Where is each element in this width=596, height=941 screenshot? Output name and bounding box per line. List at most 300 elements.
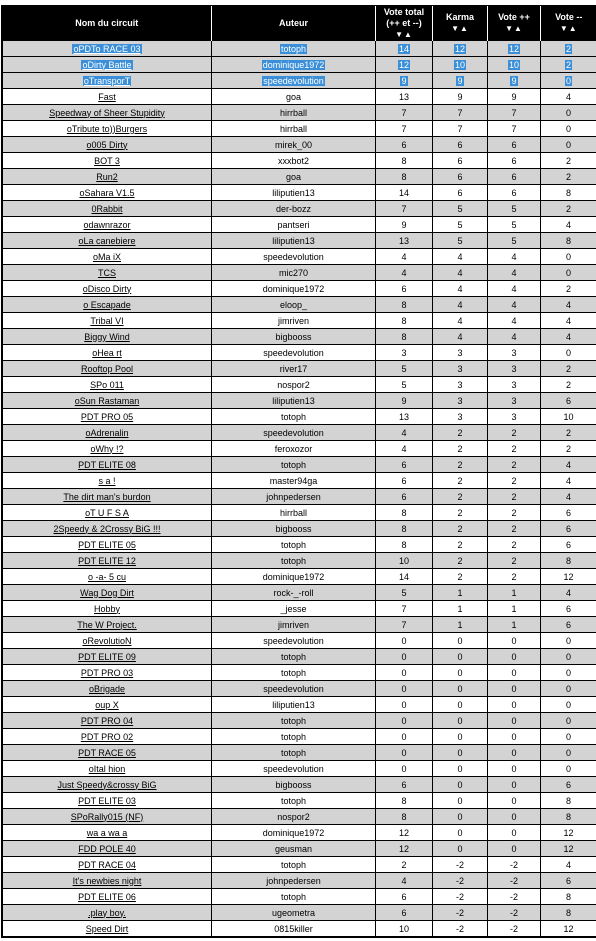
author-cell[interactable] [212, 649, 376, 665]
author-cell[interactable] [212, 569, 376, 585]
circuit-name-text[interactable]: oItal hion [88, 763, 126, 774]
circuit-name-text[interactable]: oTribute to))Burgers [66, 123, 148, 134]
author-text[interactable]: totoph [280, 747, 307, 758]
table-row[interactable] [3, 217, 596, 233]
author-text[interactable]: der-bozz [275, 203, 311, 214]
author-cell[interactable] [212, 153, 376, 169]
table-row[interactable] [3, 185, 596, 201]
circuit-name-cell[interactable] [3, 169, 212, 185]
circuit-name-cell[interactable] [3, 697, 212, 713]
author-cell[interactable] [212, 121, 376, 137]
author-text[interactable]: totoph [280, 859, 307, 870]
circuit-name-text[interactable]: oLa canebiere [78, 235, 136, 246]
circuit-name-text[interactable]: o -a- 5 cu [87, 571, 127, 582]
table-row[interactable] [3, 921, 596, 937]
author-text[interactable]: bigbooss [275, 523, 312, 534]
header-plus[interactable] [488, 6, 541, 41]
circuit-name-text[interactable]: oAdrenalin [85, 427, 129, 438]
author-cell[interactable] [212, 441, 376, 457]
circuit-name-cell[interactable] [3, 217, 212, 233]
circuit-name-text[interactable]: oHea rt [92, 347, 122, 358]
table-row[interactable] [3, 153, 596, 169]
table-row[interactable] [3, 809, 596, 825]
author-cell[interactable] [212, 425, 376, 441]
vote-total-text: 7 [401, 603, 407, 614]
author-text[interactable]: eloop_ [279, 299, 308, 310]
author-text[interactable]: hirrball [279, 507, 307, 518]
circuit-name-cell[interactable] [3, 569, 212, 585]
circuit-name-cell[interactable] [3, 73, 212, 89]
author-cell[interactable] [212, 185, 376, 201]
author-cell[interactable] [212, 473, 376, 489]
circuit-name-cell[interactable] [3, 425, 212, 441]
author-text[interactable]: hirrball [279, 107, 307, 118]
author-text[interactable]: bigbooss [275, 331, 312, 342]
circuit-name-text[interactable]: PDT PRO 03 [80, 667, 134, 678]
table-row[interactable] [3, 297, 596, 313]
circuit-name-cell[interactable] [3, 361, 212, 377]
circuit-name-cell[interactable] [3, 505, 212, 521]
table-row[interactable] [3, 537, 596, 553]
table-row[interactable] [3, 377, 596, 393]
author-text[interactable]: liliputien13 [272, 395, 315, 406]
circuit-name-text[interactable]: FDD POLE 40 [78, 843, 136, 854]
header-author[interactable] [212, 6, 376, 41]
author-text[interactable]: nospor2 [277, 379, 310, 390]
table-row[interactable] [3, 649, 596, 665]
circuit-name-cell[interactable] [3, 393, 212, 409]
table-row[interactable] [3, 889, 596, 905]
author-text[interactable]: totoph [280, 539, 307, 550]
author-cell[interactable] [212, 729, 376, 745]
author-text[interactable]: rock-_-roll [273, 587, 314, 598]
author-cell[interactable] [212, 841, 376, 857]
circuit-name-cell[interactable] [3, 601, 212, 617]
table-row[interactable] [3, 457, 596, 473]
author-cell[interactable] [212, 217, 376, 233]
author-cell[interactable] [212, 745, 376, 761]
vote-total-text: 5 [401, 379, 407, 390]
table-row[interactable] [3, 169, 596, 185]
author-cell[interactable] [212, 697, 376, 713]
table-row[interactable] [3, 745, 596, 761]
author-text[interactable]: 0815killer [274, 923, 313, 934]
circuit-name-text[interactable]: BOT 3 [94, 155, 120, 166]
author-cell[interactable] [212, 617, 376, 633]
circuit-name-text[interactable]: PDT PRO 02 [80, 731, 134, 742]
author-cell[interactable] [212, 233, 376, 249]
vote-total-cell [376, 121, 433, 137]
circuit-name-text[interactable]: Speedway of Sheer Stupidity [49, 107, 165, 118]
karma-cell [433, 873, 488, 889]
table-row[interactable] [3, 473, 596, 489]
author-text[interactable]: speedevolution [263, 635, 324, 646]
circuit-name-cell[interactable] [3, 521, 212, 537]
author-cell[interactable] [212, 681, 376, 697]
circuit-name-text[interactable]: odawnrazor [83, 219, 131, 230]
table-row[interactable] [3, 425, 596, 441]
author-text[interactable]: totoph [280, 43, 307, 54]
circuit-name-cell[interactable] [3, 729, 212, 745]
author-cell[interactable] [212, 89, 376, 105]
circuit-name-cell[interactable] [3, 409, 212, 425]
vote-total-cell [376, 377, 433, 393]
circuit-name-text[interactable]: Hobby [93, 603, 120, 614]
author-cell[interactable] [212, 825, 376, 841]
author-cell[interactable] [212, 905, 376, 921]
circuit-name-text[interactable]: oT U F S A [85, 507, 129, 518]
table-row[interactable] [3, 697, 596, 713]
circuit-name-text[interactable]: PDT ELITE 05 [78, 539, 136, 550]
author-text[interactable]: totoph [280, 731, 307, 742]
circuit-name-text[interactable]: Rooftop Pool [80, 363, 134, 374]
author-cell[interactable] [212, 809, 376, 825]
sort-total-icon[interactable]: ▼▲ [395, 29, 413, 39]
author-cell[interactable] [212, 249, 376, 265]
table-row[interactable] [3, 713, 596, 729]
circuit-name-cell[interactable] [3, 713, 212, 729]
table-row[interactable] [3, 329, 596, 345]
table-row[interactable] [3, 345, 596, 361]
table-row[interactable] [3, 761, 596, 777]
circuit-name-cell[interactable] [3, 121, 212, 137]
circuit-name-cell[interactable] [3, 313, 212, 329]
author-cell[interactable] [212, 361, 376, 377]
circuit-name-text[interactable]: PDT ELITE 08 [78, 459, 136, 470]
table-row[interactable] [3, 777, 596, 793]
circuit-name-text[interactable]: Biggy Wind [84, 331, 130, 342]
circuit-name-text[interactable]: Run2 [96, 171, 118, 182]
circuit-name-text[interactable]: oSahara V1.5 [79, 187, 135, 198]
circuit-name-cell[interactable] [3, 889, 212, 905]
vote-total-cell [376, 489, 433, 505]
author-text[interactable]: goa [285, 171, 302, 182]
circuit-name-text[interactable]: The W Project. [77, 619, 137, 630]
circuit-name-text[interactable]: oMa iX [92, 251, 121, 262]
author-text[interactable]: liliputien13 [272, 699, 315, 710]
table-row[interactable] [3, 489, 596, 505]
circuit-name-text[interactable]: SPo 011 [90, 379, 124, 390]
author-text[interactable]: goa [285, 91, 302, 102]
author-text[interactable]: johnpedersen [266, 875, 321, 886]
circuit-name-cell[interactable] [3, 825, 212, 841]
circuit-name-text[interactable]: Wag Dog Dirt [80, 587, 134, 598]
author-text[interactable]: pantseri [277, 219, 310, 230]
circuit-name-cell[interactable] [3, 89, 212, 105]
author-text[interactable]: dominique1972 [262, 283, 325, 294]
circuit-name-cell[interactable] [3, 793, 212, 809]
table-row[interactable] [3, 553, 596, 569]
table-row[interactable] [3, 857, 596, 873]
circuit-name-text[interactable]: PDT ELITE 03 [78, 795, 136, 806]
circuit-name-cell[interactable] [3, 281, 212, 297]
circuit-name-cell[interactable] [3, 153, 212, 169]
author-text[interactable]: liliputien13 [272, 187, 315, 198]
circuit-name-cell[interactable] [3, 665, 212, 681]
circuit-name-cell[interactable] [3, 265, 212, 281]
circuit-name-cell[interactable] [3, 921, 212, 937]
table-row[interactable] [3, 505, 596, 521]
author-text[interactable]: xxxbot2 [277, 155, 310, 166]
table-row[interactable] [3, 729, 596, 745]
author-cell[interactable] [212, 73, 376, 89]
circuit-name-cell[interactable] [3, 377, 212, 393]
header-karma[interactable] [433, 6, 488, 41]
author-text[interactable]: totoph [280, 555, 307, 566]
author-cell[interactable] [212, 41, 376, 57]
author-cell[interactable] [212, 505, 376, 521]
author-cell[interactable] [212, 169, 376, 185]
circuit-name-text[interactable]: oup X [95, 699, 119, 710]
author-cell[interactable] [212, 521, 376, 537]
table-row[interactable] [3, 601, 596, 617]
table-row[interactable] [3, 105, 596, 121]
author-cell[interactable] [212, 921, 376, 937]
circuit-name-cell[interactable] [3, 761, 212, 777]
author-cell[interactable] [212, 105, 376, 121]
author-cell[interactable] [212, 201, 376, 217]
author-text[interactable]: johnpedersen [266, 491, 321, 502]
author-text[interactable]: speedevolution [263, 347, 324, 358]
circuit-name-cell[interactable] [3, 233, 212, 249]
author-text[interactable]: river17 [279, 363, 308, 374]
vote-minus-text: 0 [565, 731, 571, 742]
author-text[interactable]: geusman [274, 843, 313, 854]
author-cell[interactable] [212, 873, 376, 889]
author-text[interactable]: totoph [280, 459, 307, 470]
author-cell[interactable] [212, 377, 376, 393]
table-row[interactable] [3, 409, 596, 425]
author-cell[interactable] [212, 281, 376, 297]
table-row[interactable] [3, 137, 596, 153]
table-row[interactable] [3, 665, 596, 681]
author-text[interactable]: liliputien13 [272, 235, 315, 246]
circuit-name-text[interactable]: PDT ELITE 09 [78, 651, 136, 662]
circuit-name-cell[interactable] [3, 185, 212, 201]
author-cell[interactable] [212, 793, 376, 809]
circuit-name-cell[interactable] [3, 345, 212, 361]
table-row[interactable] [3, 681, 596, 697]
author-cell[interactable] [212, 489, 376, 505]
author-text[interactable]: speedevolution [263, 251, 324, 262]
circuit-name-text[interactable]: oSun Rastaman [74, 395, 140, 406]
circuit-name-text[interactable]: The dirt man's burdon [63, 491, 151, 502]
circuit-name-text[interactable]: oBrigade [88, 683, 126, 694]
table-row[interactable] [3, 201, 596, 217]
circuit-name-cell[interactable] [3, 201, 212, 217]
circuit-name-text[interactable]: s a ! [98, 475, 116, 486]
author-cell[interactable] [212, 57, 376, 73]
circuit-name-text[interactable]: o005 Dirty [86, 139, 128, 150]
circuit-name-cell[interactable] [3, 57, 212, 73]
circuit-name-text[interactable]: oDirty Battle [82, 59, 132, 70]
circuit-name-text[interactable]: SPoRally015 (NF) [70, 811, 144, 822]
header-minus[interactable] [541, 6, 596, 41]
vote-plus-text: 9 [511, 75, 517, 86]
author-text[interactable]: dominique1972 [262, 571, 325, 582]
author-text[interactable]: jimriven [277, 619, 309, 630]
author-cell[interactable] [212, 393, 376, 409]
table-row[interactable] [3, 41, 596, 57]
author-cell[interactable] [212, 457, 376, 473]
circuit-name-text[interactable]: oRevolutioN [82, 635, 132, 646]
table-row[interactable] [3, 569, 596, 585]
circuit-name-cell[interactable] [3, 633, 212, 649]
author-cell[interactable] [212, 409, 376, 425]
author-cell[interactable] [212, 137, 376, 153]
table-row[interactable] [3, 73, 596, 89]
author-cell[interactable] [212, 713, 376, 729]
circuit-name-text[interactable]: Speed Dirt [85, 923, 129, 934]
author-text[interactable]: speedevolution [263, 75, 324, 86]
circuit-name-text[interactable]: It's newbies night [72, 875, 142, 886]
circuit-name-cell[interactable] [3, 649, 212, 665]
author-text[interactable]: totoph [280, 651, 307, 662]
circuit-name-cell[interactable] [3, 537, 212, 553]
table-row[interactable] [3, 393, 596, 409]
author-cell[interactable] [212, 553, 376, 569]
author-text[interactable]: bigbooss [275, 779, 312, 790]
author-cell[interactable] [212, 633, 376, 649]
circuit-name-text[interactable]: oDisco Dirty [82, 283, 132, 294]
table-row[interactable] [3, 361, 596, 377]
table-row[interactable] [3, 617, 596, 633]
table-row[interactable] [3, 633, 596, 649]
circuit-name-cell[interactable] [3, 249, 212, 265]
circuit-name-text[interactable]: Fast [98, 91, 116, 102]
circuit-name-cell[interactable] [3, 809, 212, 825]
author-text[interactable]: speedevolution [263, 683, 324, 694]
author-text[interactable]: mirek_00 [274, 139, 312, 150]
table-row[interactable] [3, 521, 596, 537]
circuit-name-cell[interactable] [3, 553, 212, 569]
circuit-name-cell[interactable] [3, 297, 212, 313]
table-row[interactable] [3, 441, 596, 457]
author-cell[interactable] [212, 889, 376, 905]
circuit-name-cell[interactable] [3, 441, 212, 457]
circuit-name-cell[interactable] [3, 841, 212, 857]
sort-karma-icon[interactable]: ▼▲ [451, 24, 469, 33]
circuit-name-cell[interactable] [3, 777, 212, 793]
circuit-name-text[interactable]: o Escapade [83, 299, 131, 310]
table-row[interactable] [3, 873, 596, 889]
circuit-name-cell[interactable] [3, 617, 212, 633]
author-cell[interactable] [212, 601, 376, 617]
author-text[interactable]: mic270 [278, 267, 308, 278]
circuit-name-cell[interactable] [3, 329, 212, 345]
author-text[interactable]: speedevolution [263, 427, 324, 438]
author-text[interactable]: hirrball [279, 123, 307, 134]
table-row[interactable] [3, 89, 596, 105]
author-text[interactable]: totoph [280, 667, 307, 678]
author-text[interactable]: ugeometra [271, 907, 316, 918]
circuit-name-text[interactable]: PDT RACE 04 [78, 859, 136, 870]
author-cell[interactable] [212, 665, 376, 681]
table-row[interactable] [3, 249, 596, 265]
circuit-name-text[interactable]: Tribal VI [90, 315, 124, 326]
author-cell[interactable] [212, 777, 376, 793]
circuit-name-text[interactable]: PDT PRO 05 [80, 411, 134, 422]
author-text[interactable]: feroxozor [274, 443, 313, 454]
circuit-name-text[interactable]: 0Rabbit [91, 203, 123, 214]
table-row[interactable] [3, 265, 596, 281]
table-row[interactable] [3, 281, 596, 297]
circuit-name-text[interactable]: TCS [98, 267, 116, 278]
circuit-name-cell[interactable] [3, 41, 212, 57]
author-text[interactable]: totoph [280, 795, 307, 806]
vote-plus-cell [488, 681, 541, 697]
sort-plus-icon[interactable]: ▼▲ [505, 24, 523, 33]
circuit-name-cell[interactable] [3, 105, 212, 121]
circuit-name-cell[interactable] [3, 905, 212, 921]
author-cell[interactable] [212, 313, 376, 329]
circuit-name-cell[interactable] [3, 745, 212, 761]
author-text[interactable]: master94ga [269, 475, 318, 486]
circuit-name-text[interactable]: .play boy. [88, 907, 126, 918]
circuit-name-cell[interactable] [3, 137, 212, 153]
circuit-name-cell[interactable] [3, 873, 212, 889]
karma-cell [433, 201, 488, 217]
author-cell[interactable] [212, 537, 376, 553]
circuit-name-text[interactable]: wa a wa a [86, 827, 128, 838]
author-text[interactable]: totoph [280, 891, 307, 902]
table-row[interactable] [3, 793, 596, 809]
circuit-name-cell[interactable] [3, 681, 212, 697]
circuit-name-text[interactable]: oWhy !? [90, 443, 124, 454]
table-row[interactable] [3, 57, 596, 73]
table-row[interactable] [3, 233, 596, 249]
author-cell[interactable] [212, 329, 376, 345]
author-cell[interactable] [212, 761, 376, 777]
author-text[interactable]: speedevolution [263, 763, 324, 774]
author-text[interactable]: jimriven [277, 315, 309, 326]
header-total[interactable] [376, 6, 433, 41]
author-cell[interactable] [212, 857, 376, 873]
circuit-name-cell[interactable] [3, 585, 212, 601]
circuit-name-cell[interactable] [3, 489, 212, 505]
table-row[interactable] [3, 585, 596, 601]
circuit-name-text[interactable]: oPDTo RACE 03 [73, 43, 141, 54]
circuit-name-text[interactable]: Just Speedy&crossy BiG [57, 779, 157, 790]
author-text[interactable]: dominique1972 [262, 827, 325, 838]
author-cell[interactable] [212, 297, 376, 313]
author-cell[interactable] [212, 585, 376, 601]
circuit-name-text[interactable]: PDT RACE 05 [78, 747, 136, 758]
circuit-name-cell[interactable] [3, 457, 212, 473]
circuit-name-text[interactable]: PDT PRO 04 [80, 715, 134, 726]
author-text[interactable]: dominique1972 [262, 59, 325, 70]
circuit-name-text[interactable]: PDT ELITE 12 [78, 555, 136, 566]
author-text[interactable]: _jesse [280, 603, 307, 614]
table-row[interactable] [3, 121, 596, 137]
author-cell[interactable] [212, 265, 376, 281]
author-cell[interactable] [212, 345, 376, 361]
table-row[interactable] [3, 825, 596, 841]
header-name[interactable] [3, 6, 212, 41]
table-row[interactable] [3, 841, 596, 857]
circuit-name-text[interactable]: 2Speedy & 2Crossy BiG !!! [53, 523, 161, 534]
sort-minus-icon[interactable]: ▼▲ [559, 24, 578, 33]
table-row[interactable] [3, 313, 596, 329]
table-row[interactable] [3, 905, 596, 921]
author-text[interactable]: totoph [280, 715, 307, 726]
circuit-name-cell[interactable] [3, 473, 212, 489]
circuit-name-text[interactable]: oTransporT [83, 75, 131, 86]
author-text[interactable]: totoph [280, 411, 307, 422]
circuit-name-cell[interactable] [3, 857, 212, 873]
author-text[interactable]: nospor2 [277, 811, 310, 822]
circuit-name-text[interactable]: PDT ELITE 06 [78, 891, 136, 902]
